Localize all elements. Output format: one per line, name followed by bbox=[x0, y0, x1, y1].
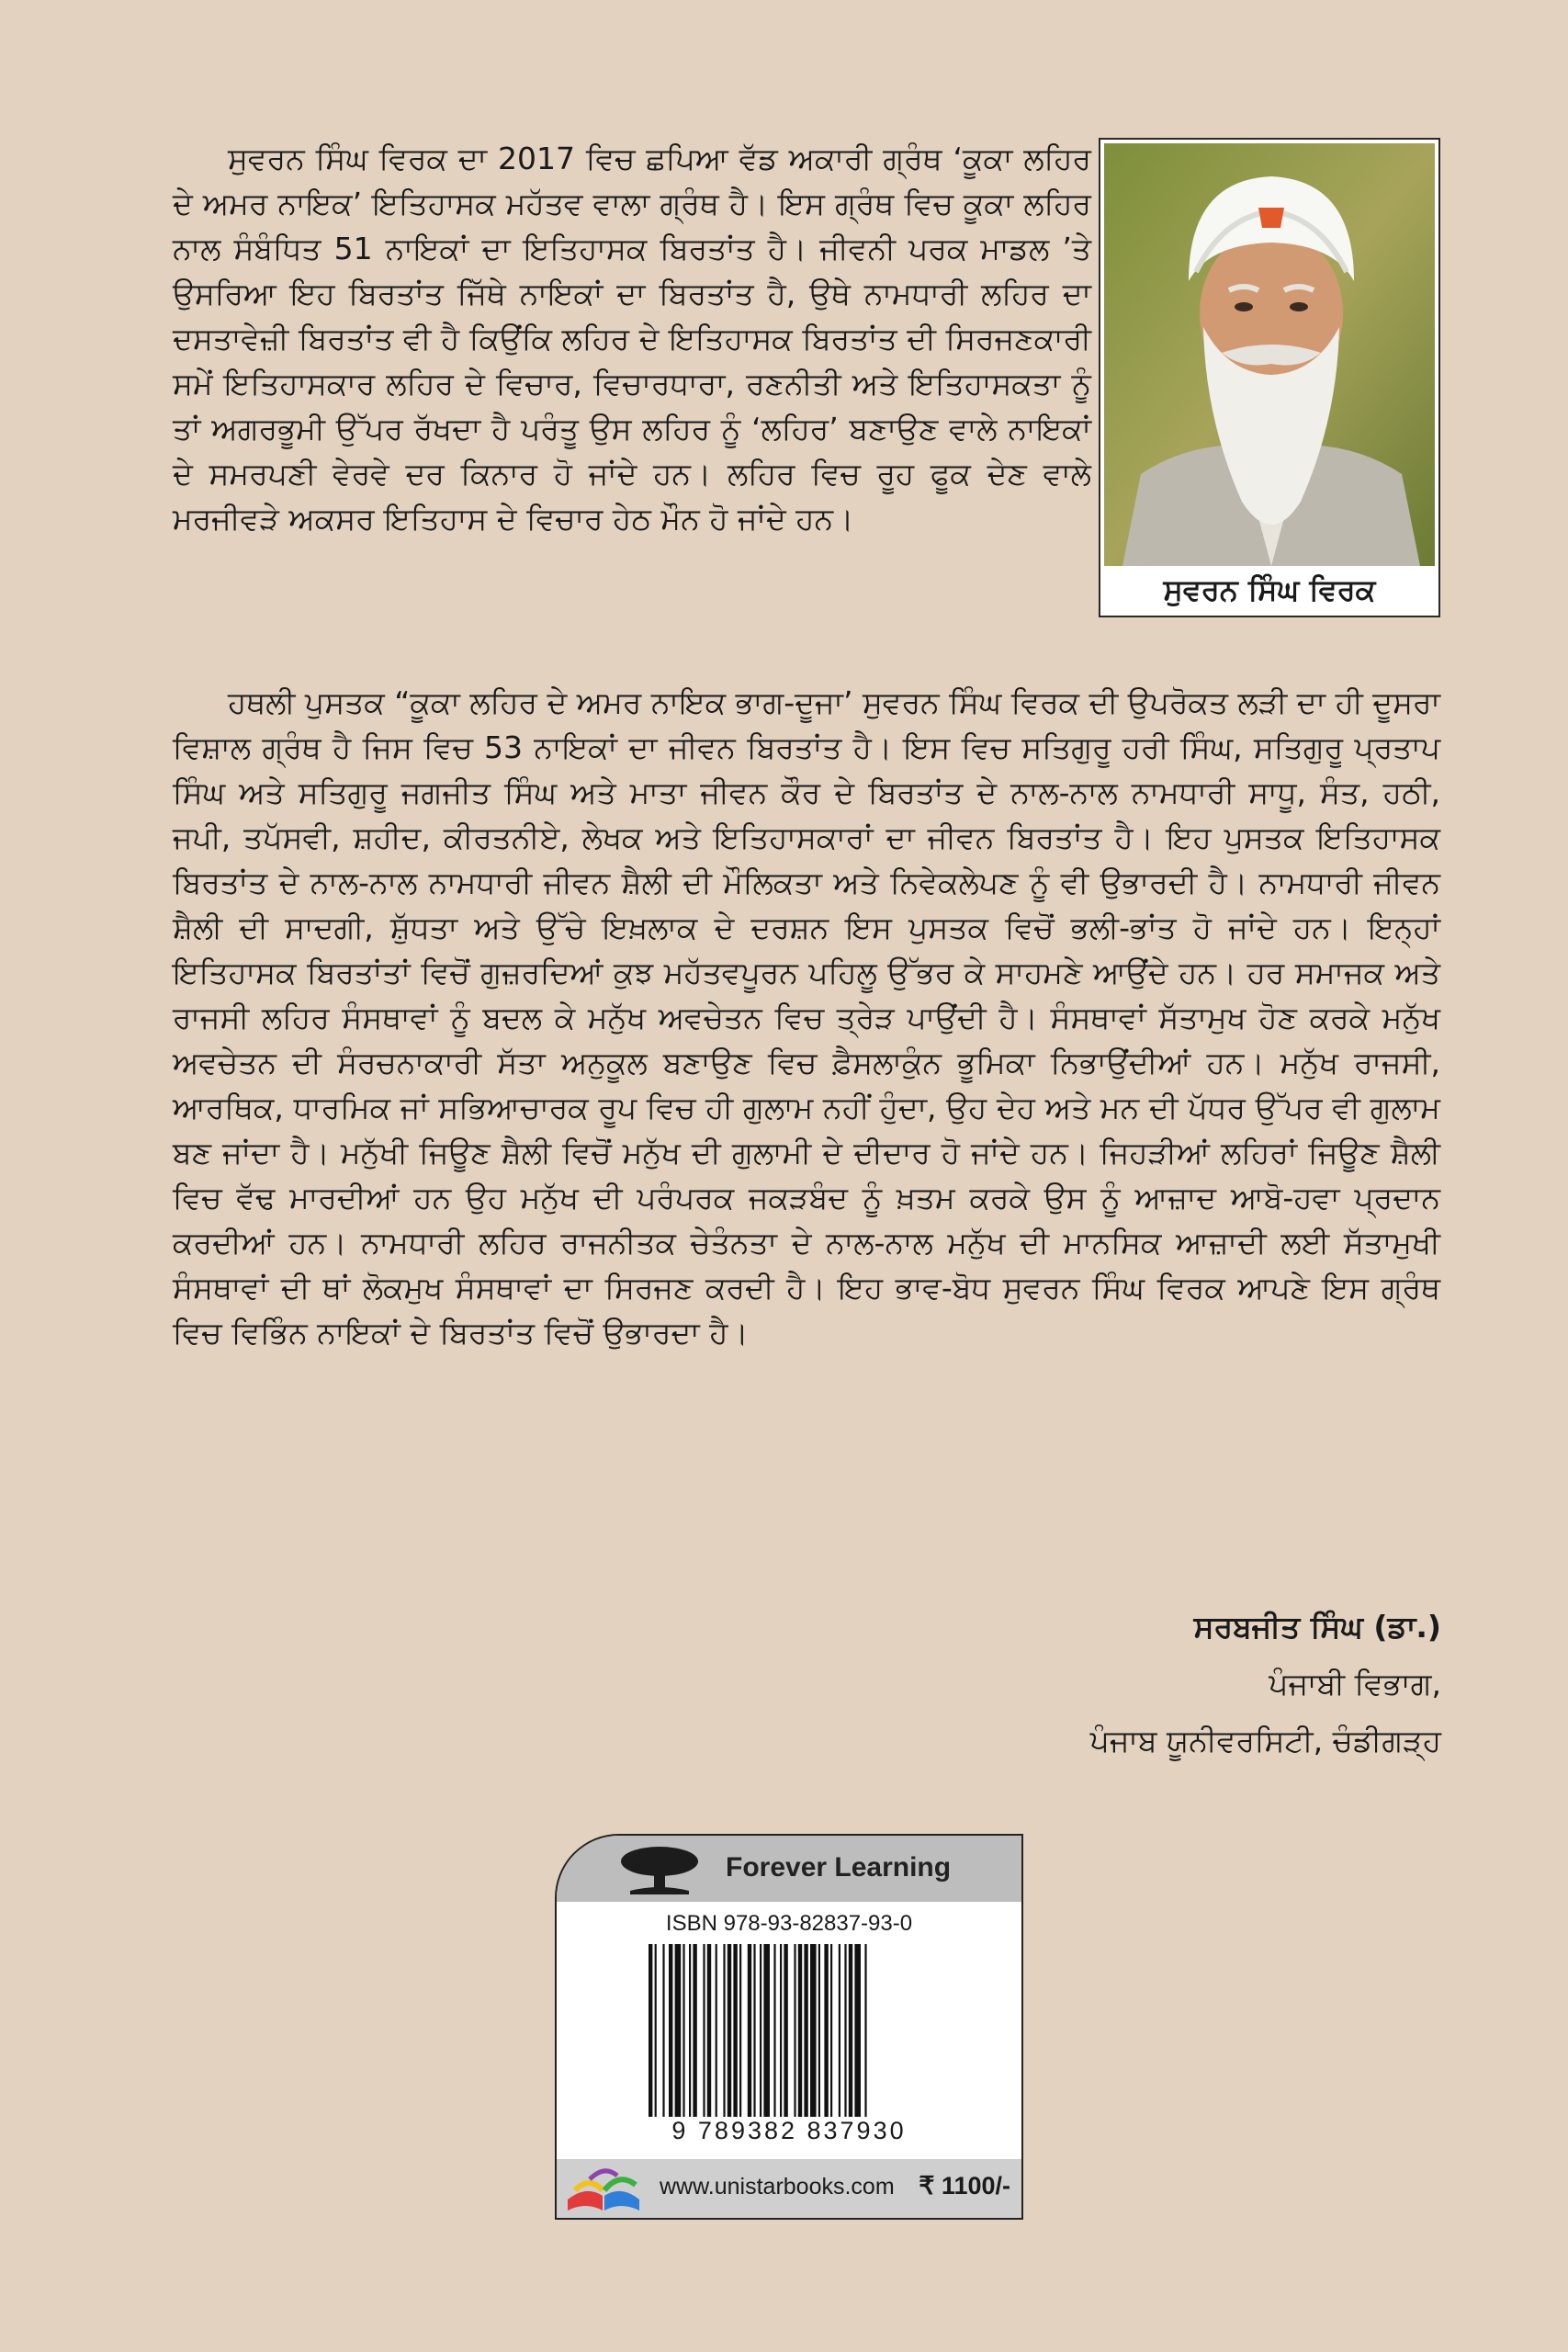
barcode-bar bbox=[689, 1944, 691, 2117]
barcode-bar bbox=[716, 1944, 717, 2117]
barcode-bar bbox=[649, 1944, 652, 2117]
barcode-bar bbox=[753, 1944, 755, 2117]
signature-name: ਸਰਬਜੀਤ ਸਿੰਘ (ਡਾ.) bbox=[1193, 1609, 1441, 1645]
barcode-bar bbox=[824, 1944, 828, 2117]
barcode-box bbox=[555, 1834, 1023, 2220]
barcode-bar bbox=[682, 1944, 684, 2117]
barcode-bar bbox=[784, 1944, 787, 2117]
barcode-bar bbox=[655, 1944, 657, 2117]
barcode-bar bbox=[810, 1944, 817, 2117]
barcode-bar bbox=[830, 1944, 832, 2117]
intro-paragraph bbox=[173, 136, 1091, 541]
main-paragraph bbox=[173, 680, 1440, 1355]
author-photo bbox=[1104, 143, 1435, 566]
barcode-bar bbox=[773, 1944, 775, 2117]
barcode-bar bbox=[675, 1944, 682, 2117]
barcode-bar bbox=[760, 1944, 761, 2117]
publisher-footer bbox=[557, 2159, 1021, 2218]
tree-icon bbox=[617, 1843, 702, 1896]
barcode-bar bbox=[728, 1944, 731, 2117]
open-book-logo-icon bbox=[562, 2163, 645, 2214]
barcode-bar bbox=[798, 1944, 802, 2117]
barcode-bar bbox=[662, 1944, 664, 2117]
barcode-bar bbox=[703, 1944, 705, 2117]
barcode-bar bbox=[849, 1944, 852, 2117]
author-photo-caption: ਸੁਵਰਨ ਸਿੰਘ ਵਿਰਕ bbox=[1163, 572, 1376, 607]
barcode bbox=[645, 1944, 939, 2117]
barcode-bar bbox=[794, 1944, 795, 2117]
paragraph-text: ਹਥਲੀ ਪੁਸਤਕ “ਕੂਕਾ ਲਹਿਰ ਦੇ ਅਮਰ ਨਾਇਕ ਭਾਗ-ਦੂਜਾ’ ਸੁਵਰਨ ਸਿੰਘ ਵਿਰਕ ਦੀ ਉਪਰੋਕਤ ਲੜੀ ਦਾ ਹੀ ਦੂਸਰਾ ਵਿਸ਼ਾਲ ਗ੍ਰੰਥ ਹੈ ਜਿਸ ਵਿਚ 53 ਨਾਇਕਾਂ ਦਾ ਜੀਵਨ ਬਿਰਤਾਂਤ ਹੈ। ਇਸ ਵਿਚ ਸਤਿਗੁਰੂ ਹਰੀ ਸਿੰਘ, ਸਤਿਗੁਰੂ ਪ੍ਰਤਾਪ ਸਿੰਘ ਅਤੇ ਸਤਿਗੁਰੂ ਜਗਜੀਤ ਸਿੰਘ ਅਤੇ ਮਾਤਾ ਜੀਵਨ ਕੌਰ ਦੇ ਬਿਰਤਾਂਤ ਦੇ ਨਾਲ-ਨਾਲ ਨਾਮਧਾਰੀ ਸਾਧੂ, ਸੰਤ, ਹਠੀ, ਜਪੀ, ਤਪੱਸਵੀ, ਸ਼ਹੀਦ, ਕੀਰਤਨੀਏ, ਲੇਖਕ ਅਤੇ ਇਤਿਹਾਸਕਾਰਾਂ ਦਾ ਜੀਵਨ ਬਿਰਤਾਂਤ ਹੈ। ਇਹ ਪੁਸਤਕ ਇਤਿਹਾਸਕ ਬਿਰਤਾਂਤ ਦੇ ਨਾਲ-ਨਾਲ ਨਾਮਧਾਰੀ ਜੀਵਨ ਸ਼ੈਲੀ ਦੀ ਮੌਲਿਕਤਾ ਅਤੇ ਨਿਵੇਕਲੇਪਣ ਨੂੰ ਵੀ ਉਭਾਰਦੀ ਹੈ। ਨਾਮਧਾਰੀ ਜੀਵਨ ਸ਼ੈਲੀ ਦੀ ਸਾਦਗੀ, ਸ਼ੁੱਧਤਾ ਅਤੇ ਉੱਚੇ ਇਖ਼ਲਾਕ ਦੇ ਦਰਸ਼ਨ ਇਸ ਪੁਸਤਕ ਵਿਚੋਂ ਭਲੀ-ਭਾਂਤ ਹੋ ਜਾਂਦੇ ਹਨ। ਇਨ੍ਹਾਂ ਇਤਿਹਾਸਕ ਬਿਰਤਾਂਤਾਂ ਵਿਚੋਂ ਗੁਜ਼ਰਦਿਆਂ ਕੁਝ ਮਹੱਤਵਪੂਰਨ ਪਹਿਲੂ ਉੱਭਰ ਕੇ ਸਾਹਮਣੇ ਆਉਂਦੇ ਹਨ। ਹਰ ਸਮਾਜਕ ਅਤੇ ਰਾਜਸੀ ਲਹਿਰ ਸੰਸਥਾਵਾਂ ਨੂੰ ਬਦਲ ਕੇ ਮਨੁੱਖ ਅਵਚੇਤਨ ਵਿਚ ਤ੍ਰੇੜ ਪਾਉਂਦੀ ਹੈ। ਸੰਸਥਾਵਾਂ ਸੱਤਾਮੁਖ ਹੋਣ ਕਰਕੇ ਮਨੁੱਖ ਅਵਚੇਤਨ ਦੀ ਸੰਰਚਨਾਕਾਰੀ ਸੱਤਾ ਅਨੁਕੂਲ ਬਣਾਉਣ ਵਿਚ ਫ਼ੈਸਲਾਕੁੰਨ ਭੂਮਿਕਾ ਨਿਭਾਉਂਦੀਆਂ ਹਨ। ਮਨੁੱਖ ਰਾਜਸੀ, ਆਰਥਿਕ, ਧਾਰਮਿਕ ਜਾਂ ਸਭਿਆਚਾਰਕ ਰੂਪ ਵਿਚ ਹੀ ਗੁਲਾਮ ਨਹੀਂ ਹੁੰਦਾ, ਉਹ ਦੇਹ ਅਤੇ ਮਨ ਦੀ ਪੱਧਰ ਉੱਪਰ ਵੀ ਗੁਲਾਮ ਬਣ ਜਾਂਦਾ ਹੈ। ਮਨੁੱਖੀ ਜਿਊਣ ਸ਼ੈਲੀ ਵਿਚੋਂ ਮਨੁੱਖ ਦੀ ਗੁਲਾਮੀ ਦੇ ਦੀਦਾਰ ਹੋ ਜਾਂਦੇ ਹਨ। ਜਿਹੜੀਆਂ ਲਹਿਰਾਂ ਜਿਊਣ ਸ਼ੈਲੀ ਵਿਚ ਵੱਢ ਮਾਰਦੀਆਂ ਹਨ ਉਹ ਮਨੁੱਖ ਦੀ ਪਰੰਪਰਕ ਜਕੜਬੰਦ ਨੂੰ ਖ਼ਤਮ ਕਰਕੇ ਉਸ ਨੂੰ ਆਜ਼ਾਦ ਆਬੋ-ਹਵਾ ਪ੍ਰਦਾਨ ਕਰਦੀਆਂ ਹਨ। ਨਾਮਧਾਰੀ ਲਹਿਰ ਰਾਜਨੀਤਕ ਚੇਤੰਨਤਾ ਦੇ ਨਾਲ-ਨਾਲ ਮਨੁੱਖ ਦੀ ਮਾਨਸਿਕ ਆਜ਼ਾਦੀ ਲਈ ਸੱਤਾਮੁਖੀ ਸੰਸਥਾਵਾਂ ਦੀ ਥਾਂ ਲੋਕਮੁਖ ਸੰਸਥਾਵਾਂ ਦਾ ਸਿਰਜਣ ਕਰਦੀ ਹੈ। ਇਹ ਭਾਵ-ਬੋਧ ਸੁਵਰਨ ਸਿੰਘ ਵਿਰਕ ਆਪਣੇ ਇਸ ਗ੍ਰੰਥ ਵਿਚ ਵਿਭਿੰਨ ਨਾਇਕਾਂ ਦੇ ਬਿਰਤਾਂਤ ਵਿਚੋਂ ਉਭਾਰਦਾ ਹੈ। bbox=[173, 684, 1440, 1351]
author-portrait-illustration bbox=[1104, 143, 1435, 566]
barcode-bar bbox=[669, 1944, 672, 2117]
signature-university: ਪੰਜਾਬ ਯੂਨੀਵਰਸਿਟੀ, ਚੰਡੀਗੜ੍ਹ bbox=[1089, 1723, 1441, 1758]
barcode-bar bbox=[864, 1944, 866, 2117]
barcode-bar bbox=[723, 1944, 725, 2117]
barcode-bar bbox=[839, 1944, 840, 2117]
author-photo-frame bbox=[1099, 138, 1440, 617]
barcode-bar bbox=[804, 1944, 807, 2117]
barcode-bar bbox=[854, 1944, 861, 2117]
isbn-label: ISBN 978-93-82837-93-0 bbox=[665, 1911, 913, 1936]
barcode-bar bbox=[748, 1944, 751, 2117]
publisher-website: www.unistarbooks.com bbox=[660, 2174, 895, 2199]
barcode-bar bbox=[707, 1944, 711, 2117]
paragraph-text: ਸੁਵਰਨ ਸਿੰਘ ਵਿਰਕ ਦਾ 2017 ਵਿਚ ਛਪਿਆ ਵੱਡ ਅਕਾਰੀ ਗ੍ਰੰਥ ‘ਕੂਕਾ ਲਹਿਰ ਦੇ ਅਮਰ ਨਾਇਕ’ ਇਤਿਹਾਸਕ ਮਹੱਤਵ ਵਾਲਾ ਗ੍ਰੰਥ ਹੈ। ਇਸ ਗ੍ਰੰਥ ਵਿਚ ਕੂਕਾ ਲਹਿਰ ਨਾਲ ਸੰਬੰਧਿਤ 51 ਨਾਇਕਾਂ ਦਾ ਇਤਿਹਾਸਕ ਬਿਰਤਾਂਤ ਹੈ। ਜੀਵਨੀ ਪਰਕ ਮਾਡਲ ’ਤੇ ਉਸਰਿਆ ਇਹ ਬਿਰਤਾਂਤ ਜਿੱਥੇ ਨਾਇਕਾਂ ਦਾ ਬਿਰਤਾਂਤ ਹੈ, ਉਥੇ ਨਾਮਧਾਰੀ ਲਹਿਰ ਦਾ ਦਸਤਾਵੇਜ਼ੀ ਬਿਰਤਾਂਤ ਵੀ ਹੈ ਕਿਉਂਕਿ ਲਹਿਰ ਦੇ ਇਤਿਹਾਸਕ ਬਿਰਤਾਂਤ ਦੀ ਸਿਰਜਣਕਾਰੀ ਸਮੇਂ ਇਤਿਹਾਸਕਾਰ ਲਹਿਰ ਦੇ ਵਿਚਾਰ, ਵਿਚਾਰਧਾਰਾ, ਰਣਨੀਤੀ ਅਤੇ ਇਤਿਹਾਸਕਤਾ ਨੂੰ ਤਾਂ ਅਗਰਭੂਮੀ ਉੱਪਰ ਰੱਖਦਾ ਹੈ ਪਰੰਤੂ ਉਸ ਲਹਿਰ ਨੂੰ ‘ਲਹਿਰ’ ਬਣਾਉਣ ਵਾਲੇ ਨਾਇਕਾਂ ਦੇ ਸਮਰਪਣੀ ਵੇਰਵੇ ਦਰ ਕਿਨਾਰ ਹੋ ਜਾਂਦੇ ਹਨ। ਲਹਿਰ ਵਿਚ ਰੂਹ ਫੂਕ ਦੇਣ ਵਾਲੇ ਮਰਜੀਵੜੇ ਅਕਸਰ ਇਤਿਹਾਸ ਦੇ ਵਿਚਾਰ ਹੇਠ ਮੌਨ ਹੋ ਜਾਂਦੇ ਹਨ। bbox=[173, 141, 1091, 537]
barcode-bar bbox=[693, 1944, 696, 2117]
publisher-brand: Forever Learning bbox=[726, 1852, 952, 1883]
barcode-bar bbox=[763, 1944, 770, 2117]
publisher-header bbox=[557, 1836, 1021, 1902]
isbn-digits: 9 789382 837930 bbox=[671, 2117, 907, 2144]
barcode-bar bbox=[818, 1944, 820, 2117]
barcode-bar bbox=[844, 1944, 846, 2117]
signature-department: ਪੰਜਾਬੀ ਵਿਭਾਗ, bbox=[1269, 1666, 1441, 1702]
barcode-bar bbox=[780, 1944, 782, 2117]
signature-block bbox=[1090, 1599, 1441, 1770]
barcode-bar bbox=[739, 1944, 741, 2117]
barcode-bar bbox=[733, 1944, 737, 2117]
book-price: ₹ 1100/- bbox=[919, 2172, 1010, 2199]
